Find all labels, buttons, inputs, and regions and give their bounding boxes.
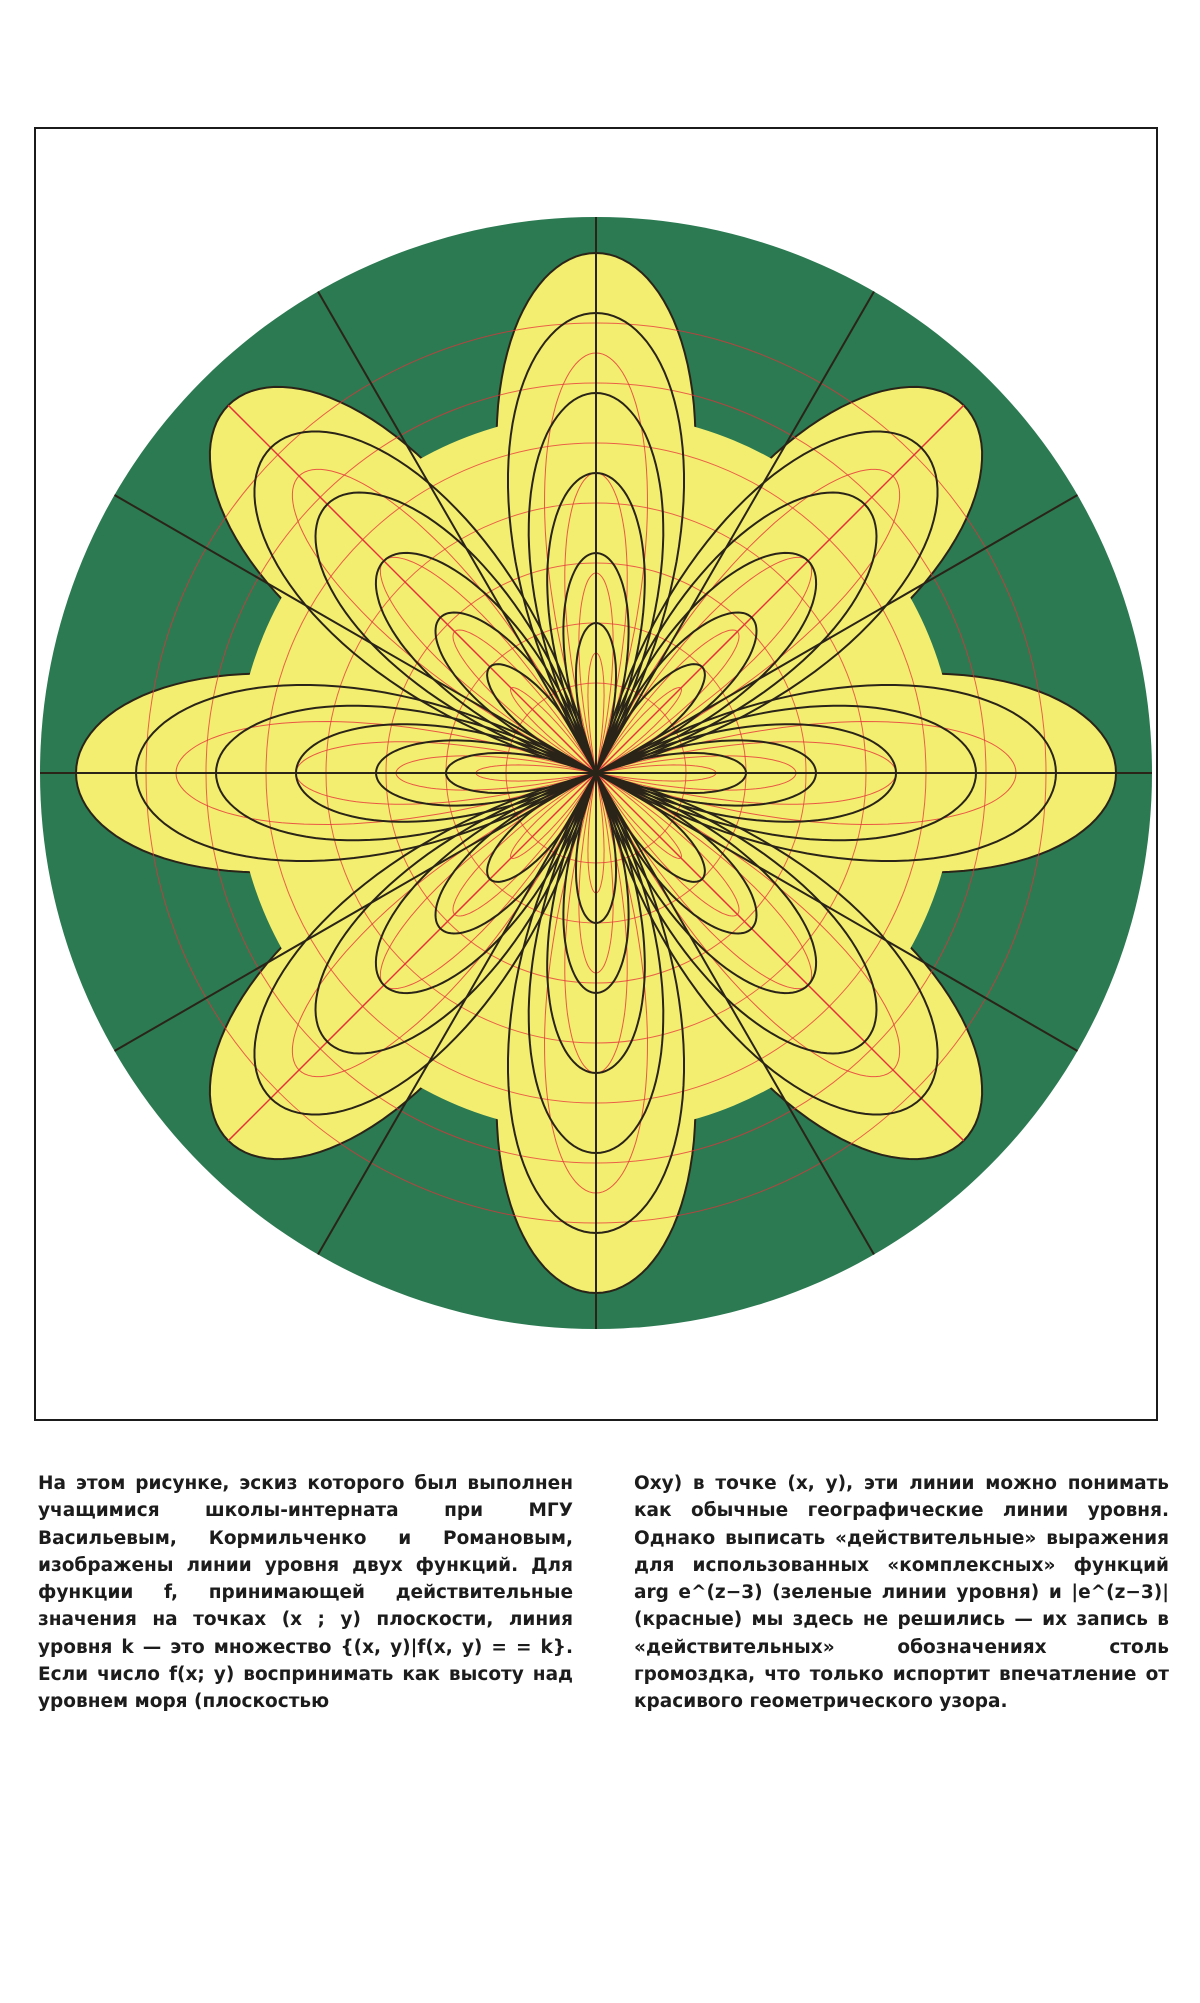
caption-left-text: На этом рисунке, эскиз которого был выполнен учащимися школы-интерната при МГУ Васильевым, Кормильченко и Романовым, изображены линии уровня двух функций. Для функции f, принимающей действительные значения на точках (x ; y) плоскости, линия уровня k — это множество {(x, y)|f(x, y) = = k}. Если число f(x; y) воспринимать как высоту над уровнем моря (плоскостью <box>38 1473 573 1713</box>
caption-left-column <box>38 1470 573 1716</box>
level-curves-figure <box>36 129 1156 1419</box>
caption-right-column <box>634 1470 1169 1716</box>
caption-right-text: Oxy) в точке (x, y), эти линии можно понимать как обычные географические линии уровня. Однако выписать «действительные» выражения для использованных «комплексных» функций arg e^(z−3) (зеленые линии уровня) и |e^(z−3)| (красные) мы здесь не решились — их запись в «действительных» обозначениях столь громоздка, что только испортит впечатление от красивого геометрического узора. <box>634 1473 1169 1713</box>
figure-frame <box>34 127 1158 1421</box>
